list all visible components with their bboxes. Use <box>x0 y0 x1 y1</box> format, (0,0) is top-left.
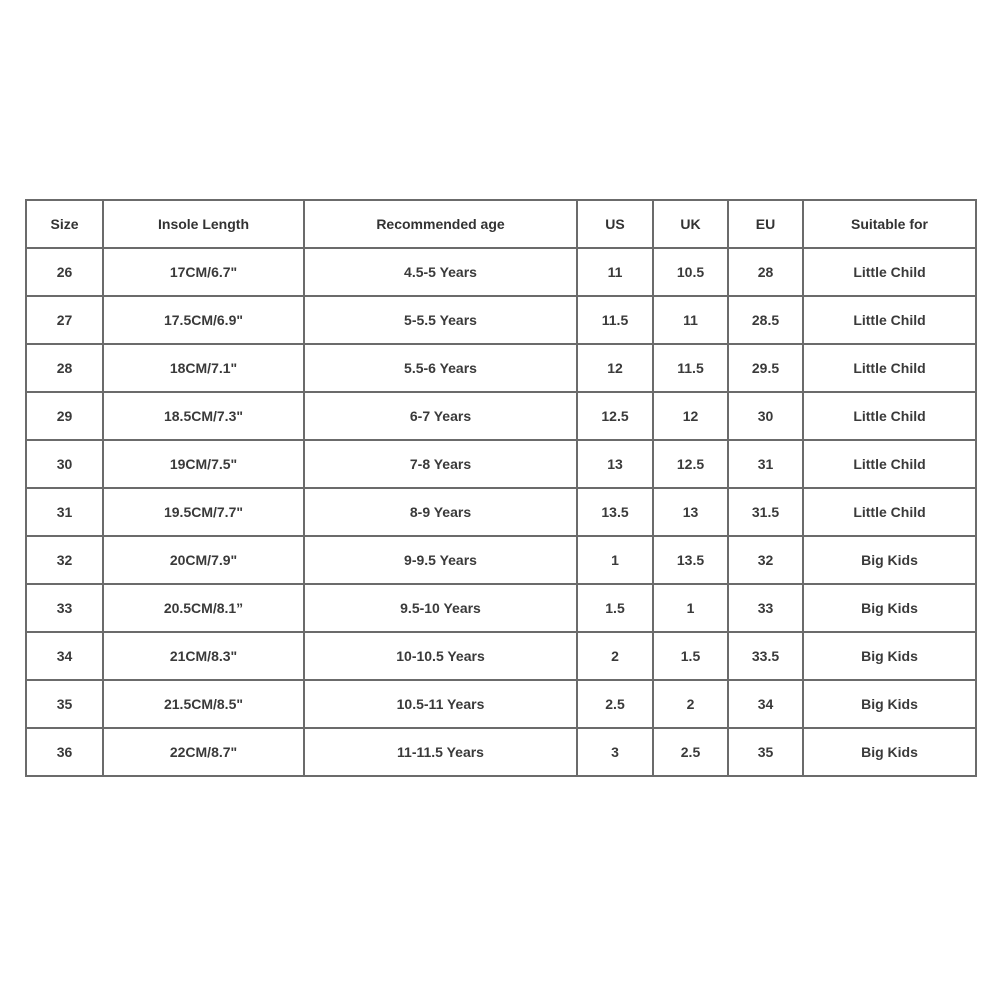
column-header-size: Size <box>26 200 103 248</box>
cell-recommended-age: 7-8 Years <box>304 440 577 488</box>
cell-uk: 12.5 <box>653 440 728 488</box>
cell-insole-length: 18CM/7.1" <box>103 344 304 392</box>
cell-eu: 32 <box>728 536 803 584</box>
cell-size: 35 <box>26 680 103 728</box>
cell-insole-length: 21CM/8.3" <box>103 632 304 680</box>
cell-suitable-for: Big Kids <box>803 536 976 584</box>
table-header <box>26 200 976 248</box>
table-row <box>26 536 976 584</box>
cell-uk: 11.5 <box>653 344 728 392</box>
cell-recommended-age: 5-5.5 Years <box>304 296 577 344</box>
cell-insole-length: 17CM/6.7" <box>103 248 304 296</box>
cell-suitable-for: Big Kids <box>803 584 976 632</box>
cell-eu: 29.5 <box>728 344 803 392</box>
cell-insole-length: 19CM/7.5" <box>103 440 304 488</box>
cell-uk: 1.5 <box>653 632 728 680</box>
cell-us: 2 <box>577 632 653 680</box>
cell-uk: 12 <box>653 392 728 440</box>
column-header-us: US <box>577 200 653 248</box>
cell-suitable-for: Big Kids <box>803 728 976 776</box>
table-row <box>26 680 976 728</box>
cell-us: 1.5 <box>577 584 653 632</box>
cell-suitable-for: Little Child <box>803 296 976 344</box>
size-chart-table <box>25 199 977 777</box>
column-header-insole-length: Insole Length <box>103 200 304 248</box>
table-row <box>26 296 976 344</box>
cell-size: 32 <box>26 536 103 584</box>
cell-recommended-age: 11-11.5 Years <box>304 728 577 776</box>
table-row <box>26 488 976 536</box>
cell-suitable-for: Little Child <box>803 440 976 488</box>
cell-size: 29 <box>26 392 103 440</box>
cell-eu: 33.5 <box>728 632 803 680</box>
cell-recommended-age: 4.5-5 Years <box>304 248 577 296</box>
cell-size: 27 <box>26 296 103 344</box>
cell-uk: 13 <box>653 488 728 536</box>
cell-recommended-age: 6-7 Years <box>304 392 577 440</box>
cell-us: 3 <box>577 728 653 776</box>
table-body <box>26 248 976 776</box>
cell-recommended-age: 9.5-10 Years <box>304 584 577 632</box>
cell-suitable-for: Big Kids <box>803 632 976 680</box>
cell-uk: 10.5 <box>653 248 728 296</box>
cell-uk: 13.5 <box>653 536 728 584</box>
cell-eu: 33 <box>728 584 803 632</box>
cell-eu: 28 <box>728 248 803 296</box>
cell-us: 12 <box>577 344 653 392</box>
cell-eu: 31 <box>728 440 803 488</box>
cell-eu: 31.5 <box>728 488 803 536</box>
cell-suitable-for: Little Child <box>803 248 976 296</box>
table-row <box>26 632 976 680</box>
cell-us: 1 <box>577 536 653 584</box>
cell-us: 11.5 <box>577 296 653 344</box>
cell-insole-length: 21.5CM/8.5" <box>103 680 304 728</box>
cell-recommended-age: 10-10.5 Years <box>304 632 577 680</box>
cell-suitable-for: Little Child <box>803 344 976 392</box>
cell-uk: 11 <box>653 296 728 344</box>
cell-uk: 1 <box>653 584 728 632</box>
column-header-eu: EU <box>728 200 803 248</box>
cell-suitable-for: Big Kids <box>803 680 976 728</box>
cell-eu: 28.5 <box>728 296 803 344</box>
column-header-suitable-for: Suitable for <box>803 200 976 248</box>
cell-us: 12.5 <box>577 392 653 440</box>
cell-insole-length: 19.5CM/7.7" <box>103 488 304 536</box>
cell-insole-length: 18.5CM/7.3" <box>103 392 304 440</box>
table-row <box>26 728 976 776</box>
cell-recommended-age: 10.5-11 Years <box>304 680 577 728</box>
cell-recommended-age: 8-9 Years <box>304 488 577 536</box>
cell-insole-length: 20.5CM/8.1” <box>103 584 304 632</box>
column-header-recommended-age: Recommended age <box>304 200 577 248</box>
table-row <box>26 392 976 440</box>
cell-size: 36 <box>26 728 103 776</box>
cell-size: 31 <box>26 488 103 536</box>
table-row <box>26 248 976 296</box>
header-row <box>26 200 976 248</box>
cell-eu: 34 <box>728 680 803 728</box>
cell-insole-length: 17.5CM/6.9" <box>103 296 304 344</box>
cell-uk: 2.5 <box>653 728 728 776</box>
cell-insole-length: 20CM/7.9" <box>103 536 304 584</box>
cell-size: 28 <box>26 344 103 392</box>
cell-suitable-for: Little Child <box>803 392 976 440</box>
cell-eu: 35 <box>728 728 803 776</box>
cell-size: 30 <box>26 440 103 488</box>
cell-us: 11 <box>577 248 653 296</box>
cell-size: 33 <box>26 584 103 632</box>
column-header-uk: UK <box>653 200 728 248</box>
table-row <box>26 440 976 488</box>
cell-suitable-for: Little Child <box>803 488 976 536</box>
cell-us: 13 <box>577 440 653 488</box>
cell-size: 26 <box>26 248 103 296</box>
table-row <box>26 584 976 632</box>
cell-insole-length: 22CM/8.7" <box>103 728 304 776</box>
cell-eu: 30 <box>728 392 803 440</box>
cell-uk: 2 <box>653 680 728 728</box>
cell-us: 2.5 <box>577 680 653 728</box>
table-row <box>26 344 976 392</box>
cell-recommended-age: 9-9.5 Years <box>304 536 577 584</box>
cell-size: 34 <box>26 632 103 680</box>
cell-us: 13.5 <box>577 488 653 536</box>
cell-recommended-age: 5.5-6 Years <box>304 344 577 392</box>
